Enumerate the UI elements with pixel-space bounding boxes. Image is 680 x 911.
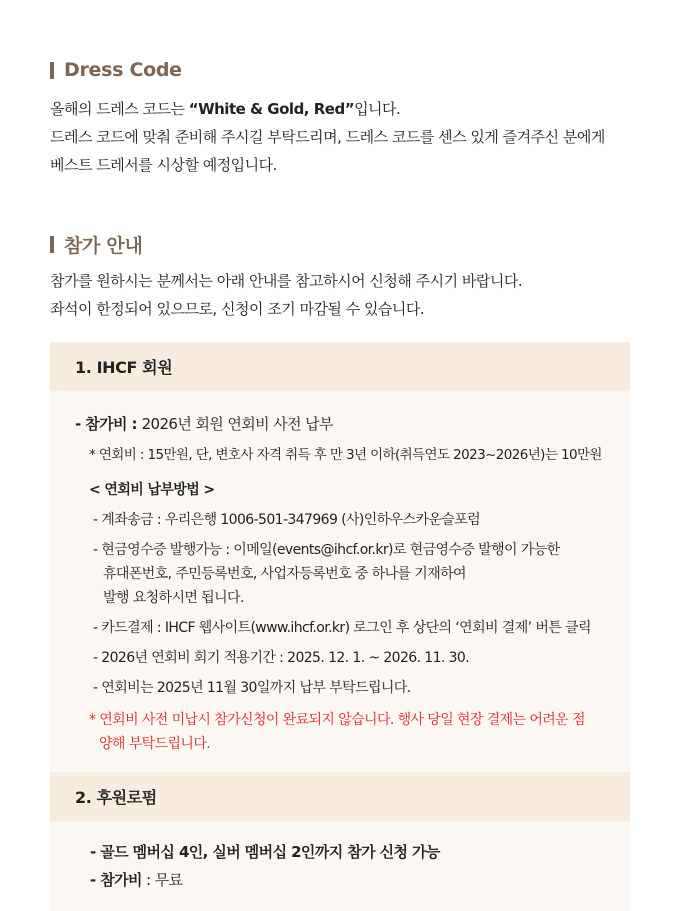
warning-line-2: 양해 부탁드립니다.	[99, 736, 211, 752]
participation-line-2: 좌석이 한정되어 있으므로, 신청이 조기 마감될 수 있습니다.	[50, 300, 425, 318]
participation-info-box	[50, 342, 630, 911]
payment-method-title: < 연회비 납부방법 >	[89, 482, 215, 498]
member-header-title: 1. IHCF 회원	[75, 358, 173, 377]
member-body	[50, 391, 630, 772]
sponsor-fee	[90, 869, 183, 890]
section-marker	[50, 236, 54, 253]
payment-card: - 카드결제 : IHCF 웹사이트(www.ihcf.or.kr) 로그인 후 상단의 ‘연회비 결제’ 버튼 클릭	[93, 620, 591, 636]
sponsor-fee-label: - 참가비	[90, 871, 142, 889]
fee-period: - 2026년 연회비 회기 적용기간 : 2025. 12. 1. ~ 2026. 11. 30.	[93, 650, 470, 666]
sponsor-body	[50, 821, 630, 911]
participation-heading	[50, 231, 143, 258]
member-fee-label: - 참가비 :	[75, 415, 142, 433]
sponsor-header	[50, 772, 630, 821]
sponsor-membership: - 골드 멤버십 4인, 실버 멤버십 2인까지 참가 신청 가능	[90, 843, 440, 861]
dress-code-line-2: 드레스 코드에 맞춰 준비해 주시길 부탁드리며, 드레스 코드를 센스 있게 즐겨주신 분에게	[50, 128, 605, 146]
payment-cash-receipt-3: 발행 요청하시면 됩니다.	[103, 590, 244, 606]
payment-cash-receipt-2: 휴대폰번호, 주민등록번호, 사업자등록번호 중 하나를 기재하여	[103, 566, 466, 582]
member-fee-value: 2026년 회원 연회비 사전 납부	[141, 415, 333, 433]
participation-text	[50, 267, 650, 323]
participation-title: 참가 안내	[64, 235, 143, 257]
sponsor-header-title: 2. 후원로펌	[75, 788, 157, 807]
payment-bank-transfer: - 계좌송금 : 우리은행 1006-501-347969 (사)인하우스카운슬포럼	[93, 512, 481, 528]
member-header	[50, 342, 630, 391]
section-marker	[50, 62, 54, 79]
dress-code-line-1: 올해의 드레스 코드는 “White & Gold, Red”입니다.	[50, 100, 401, 118]
member-fee	[75, 413, 333, 434]
dress-code-value: “White & Gold, Red”	[188, 100, 355, 118]
dress-code-line-3: 베스트 드레서를 시상할 예정입니다.	[50, 156, 277, 174]
warning-line-1: * 연회비 사전 미납시 참가신청이 완료되지 않습니다. 행사 당일 현장 결제는 어려운 점	[89, 712, 585, 728]
sponsor-fee-value: : 무료	[141, 871, 183, 889]
fee-deadline: - 연회비는 2025년 11월 30일까지 납부 부탁드립니다.	[93, 680, 411, 696]
dress-code-title: Dress Code	[64, 59, 182, 81]
dress-code-text	[50, 95, 650, 179]
participation-line-1: 참가를 원하시는 분께서는 아래 안내를 참고하시어 신청해 주시기 바랍니다.	[50, 272, 523, 290]
member-fee-note: * 연회비 : 15만원, 단, 변호사 자격 취득 후 만 3년 이하(취득연도 2023~2026년)는 10만원	[89, 447, 602, 463]
payment-cash-receipt-1: - 현금영수증 발행가능 : 이메일(events@ihcf.or.kr)로 현금영수증 발행이 가능한	[93, 542, 560, 558]
dress-code-heading	[50, 59, 182, 81]
